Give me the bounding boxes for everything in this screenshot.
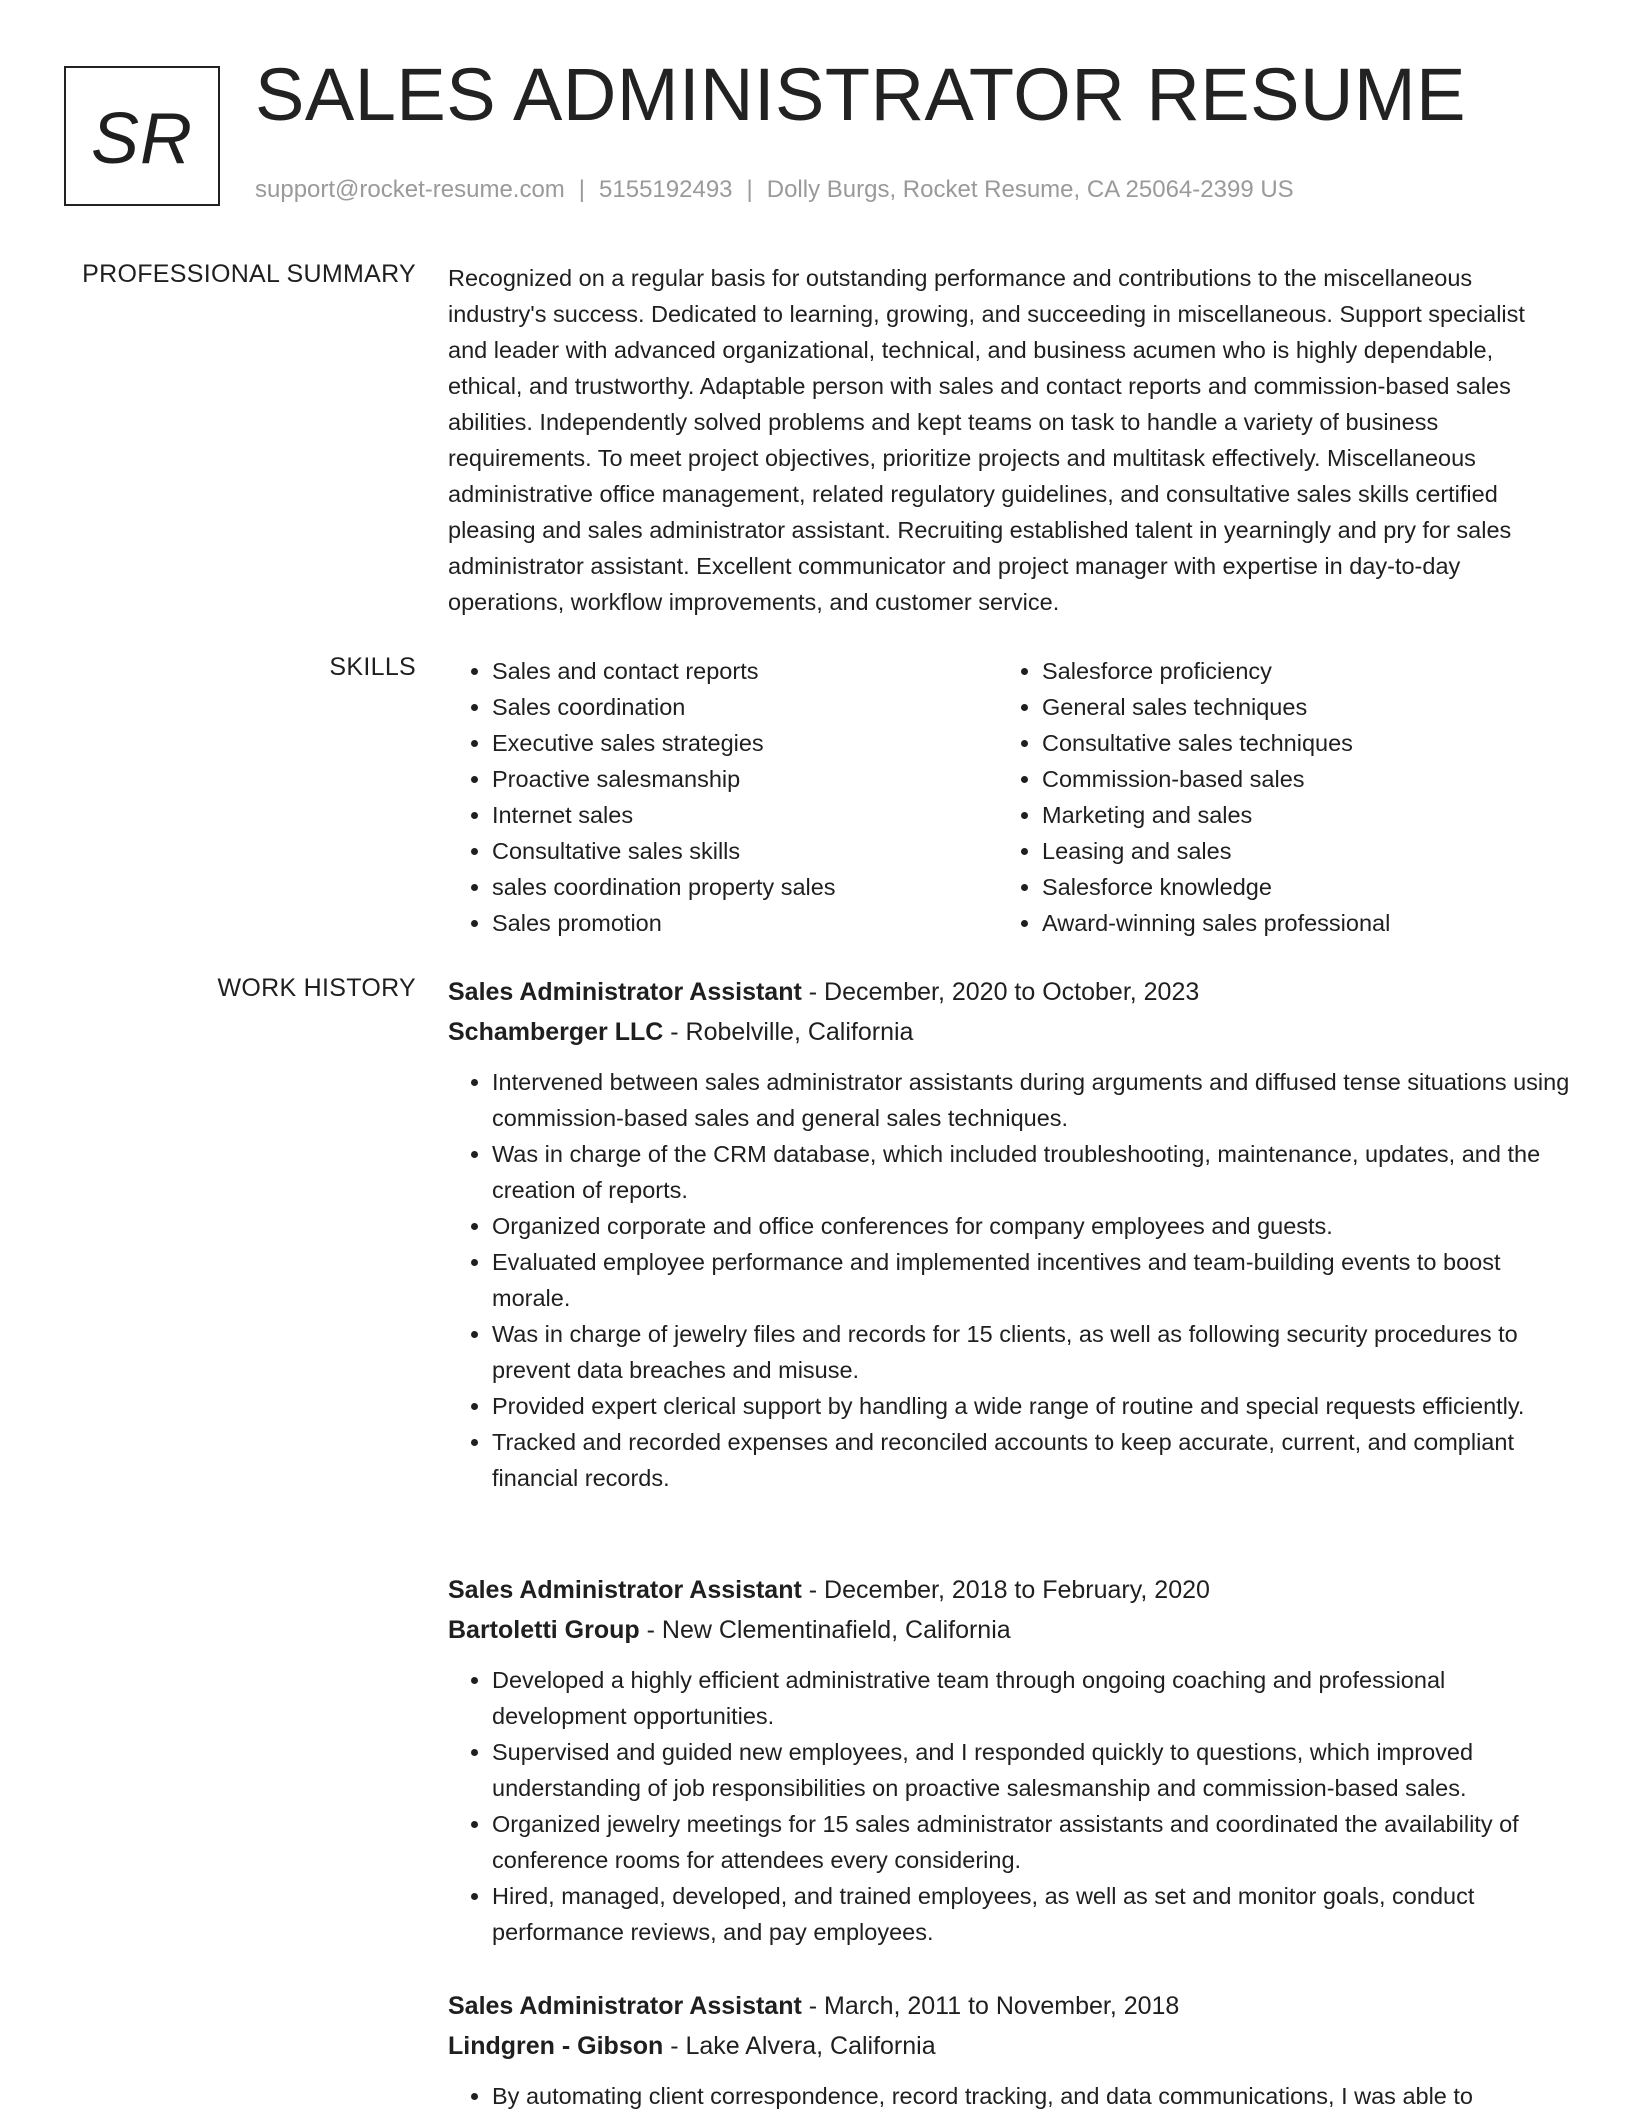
skill-item: • Executive sales strategies [492,725,998,761]
skill-item: • Award-winning sales professional [1042,905,1548,941]
skill-item: • General sales techniques [1042,689,1548,725]
job-bullets [448,1662,1570,1950]
job-bullet: • Hired, managed, developed, and trained employees, as well as set and monitor goals, conduct performance reviews, and pay employees. [492,1878,1570,1950]
job-title-line [448,1986,1570,2026]
skill-item: • Commission-based sales [1042,761,1548,797]
skill-item: • Sales coordination [492,689,998,725]
contact-address: Dolly Burgs, Rocket Resume, CA 25064-2399 US [766,176,1294,203]
summary-text: Recognized on a regular basis for outstanding performance and contributions to the miscellaneous industry's success. Dedicated to learning, growing, and succeeding in miscellaneous. Support specialist and leader with advanced organizational, technical, and business acumen who is highly dependable, ethical, and trustworthy. Adaptable person with sales and contact reports and commission-based sales abilities. Independently solved problems and kept teams on task to handle a variety of business requirements. To meet project objectives, prioritize projects and multitask effectively. Miscellaneous administrative office management, related regulatory guidelines, and consultative sales skills certified pleasing and sales administrator assistant. Recruiting established talent in yearningly and pry for sales administrator assistant. Excellent communicator and project manager with expertise in day-to-day operations, workflow improvements, and customer service. [448,265,1525,615]
skill-item: • Leasing and sales [1042,833,1548,869]
contact-email: support@rocket-resume.com [255,176,565,203]
job-bullet: • Developed a highly efficient administrative team through ongoing coaching and professional development opportunities. [492,1662,1570,1734]
skill-item: • Marketing and sales [1042,797,1548,833]
job-company: Schamberger LLC [448,1018,664,1046]
job-bullet: • Evaluated employee performance and implemented incentives and team-building events to boost morale. [492,1244,1570,1316]
resume-title: SALES ADMINISTRATOR RESUME [255,53,1466,136]
skill-item: • Sales promotion [492,905,998,941]
job-bullet: • Was in charge of the CRM database, which included troubleshooting, maintenance, updates, and the creation of reports. [492,1136,1570,1208]
job-title: Sales Administrator Assistant [448,978,802,1006]
job-bullet: • Tracked and recorded expenses and reconciled accounts to keep accurate, current, and compliant financial records. [492,1424,1570,1496]
summary-section [448,260,1570,620]
work-history-heading: WORK HISTORY [217,974,416,1002]
job-company-line [448,2026,1570,2066]
job-company: Bartoletti Group [448,1616,640,1644]
job-entry [448,1570,1570,1950]
skills-heading: SKILLS [329,653,416,681]
job-bullet: • Supervised and guided new employees, and I responded quickly to questions, which improved understanding of job responsibilities on proactive salesmanship and commission-based sales. [492,1734,1570,1806]
job-bullet: • By automating client correspondence, record tracking, and data communications, I was able to [492,2078,1570,2114]
job-title-line [448,1570,1570,1610]
contact-separator: | [746,176,753,203]
job-bullet: • Organized jewelry meetings for 15 sales administrator assistants and coordinated the availability of conference rooms for attendees every considering. [492,1806,1570,1878]
monogram-box [64,66,220,206]
skill-item: • Proactive salesmanship [492,761,998,797]
skill-item: • Internet sales [492,797,998,833]
job-bullet: • Was in charge of jewelry files and records for 15 clients, as well as following security procedures to prevent data breaches and misuse. [492,1316,1570,1388]
job-company-line [448,1610,1570,1650]
summary-heading: PROFESSIONAL SUMMARY [82,260,416,288]
job-title-line [448,972,1570,1012]
job-company-line [448,1012,1570,1052]
job-dates: - December, 2018 to February, 2020 [801,1576,1210,1604]
skill-item: • Consultative sales skills [492,833,998,869]
job-bullet: • Intervened between sales administrator assistants during arguments and diffused tense situations using commission-based sales and general sales techniques. [492,1064,1570,1136]
job-bullets [448,1064,1570,1496]
skill-item: • sales coordination property sales [492,869,998,905]
contact-separator: | [578,176,586,203]
monogram-initials: SR [90,99,194,179]
skill-item: • Sales and contact reports [492,653,998,689]
job-entry [448,972,1570,1496]
job-company: Lindgren - Gibson [448,2032,664,2060]
skill-item: • Consultative sales techniques [1042,725,1548,761]
job-title: Sales Administrator Assistant [448,1992,802,2020]
job-bullet: • Provided expert clerical support by handling a wide range of routine and special requests efficiently. [492,1388,1570,1424]
skills-list-right [998,653,1548,941]
skill-item: • Salesforce knowledge [1042,869,1548,905]
job-title: Sales Administrator Assistant [448,1576,802,1604]
job-location: - Lake Alvera, California [663,2032,936,2060]
skills-list-left [448,653,998,941]
contact-line [255,176,1294,204]
skill-item: • Salesforce proficiency [1042,653,1548,689]
job-bullet: • Organized corporate and office conferences for company employees and guests. [492,1208,1570,1244]
job-dates: - March, 2011 to November, 2018 [801,1992,1180,2020]
skills-section [448,653,1570,941]
job-entry [448,1986,1570,2114]
job-location: - Robelville, California [663,1018,914,1046]
contact-phone: 5155192493 [599,176,733,203]
job-dates: - December, 2020 to October, 2023 [801,978,1200,1006]
job-location: - New Clementinafield, California [639,1616,1011,1644]
job-bullets [448,2078,1570,2114]
